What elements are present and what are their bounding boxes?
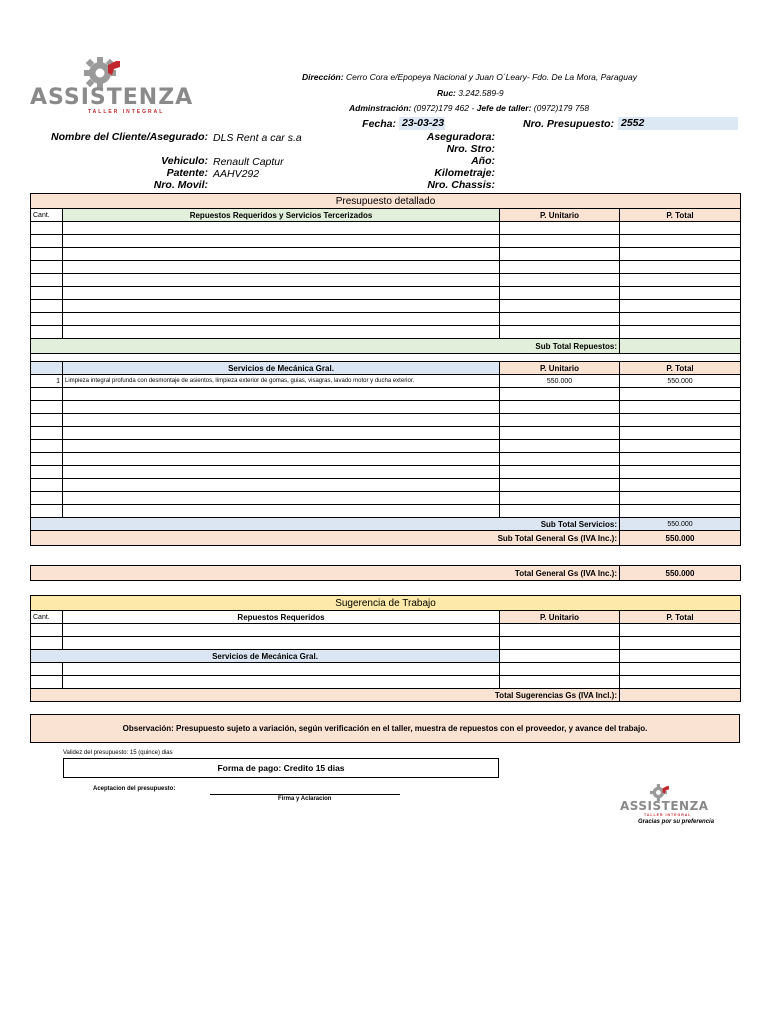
subtotal-servicios-label: Sub Total Servicios: (31, 518, 620, 531)
gear-icon (82, 55, 124, 89)
cliente-value: DLS Rent a car s.a (213, 132, 302, 144)
observacion-text: Observación: Presupuesto sujeto a variación, según verificación en el taller, muestra de repuestos con el proveedor, y avance del trabajo. (122, 724, 648, 733)
anio-label: Año: (471, 155, 495, 167)
table-row (31, 248, 741, 261)
ruc-line: Ruc: 3.242.589-9 (437, 88, 504, 98)
patente-label: Patente: (166, 167, 208, 179)
subtotal-general-value: 550.000 (620, 531, 741, 546)
footer-tagline: TALLER INTEGRAL (644, 813, 692, 817)
col-unit-2: P. Unitario (500, 362, 620, 375)
col-total: P. Total (620, 209, 741, 222)
validez-text: Validez del presupuesto: 15 (quince) dias (63, 750, 173, 756)
total-general-value: 550.000 (620, 566, 741, 581)
service-desc: Limpieza integral profunda con desmontaje de asientos, limpieza exterior de gomas, guias, visagras, lavado motor y ducha exterior. (63, 375, 500, 388)
table-row (31, 505, 741, 518)
sug-total-label: Total Sugerencias Gs (IVA Incl.): (31, 689, 620, 702)
subtotal-servicios-value: 550.000 (620, 518, 741, 531)
table-row (31, 261, 741, 274)
observacion-box (30, 714, 740, 743)
stro-label: Nro. Stro: (446, 143, 495, 155)
service-cant: 1 (31, 375, 63, 388)
subtotal-repuestos-label: Sub Total Repuestos: (31, 339, 620, 354)
table-row (31, 375, 741, 388)
table-row (31, 401, 741, 414)
forma-pago-text: Forma de pago: Credito 15 dias (217, 763, 345, 773)
firma-text: Firma y Aclaracion (278, 796, 332, 802)
footer-wordmark: ASSISTENZA (620, 799, 709, 813)
subtotal-repuestos-value (620, 339, 741, 354)
vehiculo-label: Vehiculo: (161, 155, 208, 167)
aceptacion-text: Aceptacion del presupuesto: (93, 786, 176, 792)
col-unit: P. Unitario (500, 209, 620, 222)
presupuesto-label: Nro. Presupuesto: (522, 118, 614, 130)
vehiculo-value: Renault Captur (213, 156, 284, 168)
kilometraje-label: Kilometraje: (434, 167, 495, 179)
signature-line (210, 794, 400, 795)
table-row (31, 313, 741, 326)
detallado-title: Presupuesto detallado (31, 194, 741, 209)
fecha-label: Fecha: (362, 118, 396, 130)
sugerencia-title: Sugerencia de Trabajo (31, 596, 741, 611)
forma-pago-box (63, 758, 499, 778)
total-general-table (30, 565, 741, 581)
company-logo-footer (620, 783, 720, 819)
table-row (31, 274, 741, 287)
total-general-label: Total General Gs (IVA Inc.): (31, 566, 620, 581)
sug-col-total: P. Total (620, 611, 741, 624)
table-row (31, 492, 741, 505)
company-logo (30, 55, 210, 115)
logo-tagline: TALLER INTEGRAL (88, 109, 165, 115)
table-row (31, 427, 741, 440)
table-row (31, 235, 741, 248)
col-total-2: P. Total (620, 362, 741, 375)
gracias-text: Gracias por su preferencia (638, 819, 715, 825)
patente-value: AAHV292 (213, 168, 260, 180)
col-cant: Cant. (31, 209, 63, 222)
table-row (31, 326, 741, 339)
table-row (31, 440, 741, 453)
table-row (31, 663, 741, 676)
cliente-label: Nombre del Cliente/Asegurado: (51, 131, 208, 143)
service-total: 550.000 (620, 375, 741, 388)
table-row (31, 453, 741, 466)
table-row (31, 479, 741, 492)
chassis-label: Nro. Chassis: (427, 179, 495, 191)
table-row (31, 414, 741, 427)
sug-col-unit: P. Unitario (500, 611, 620, 624)
subtotal-general-label: Sub Total General Gs (IVA Inc.): (31, 531, 620, 546)
table-row (31, 624, 741, 637)
presupuesto-value: 2552 (618, 117, 738, 130)
movil-label: Nro. Movil: (153, 179, 208, 191)
table-row (31, 287, 741, 300)
sug-col-cant: Cant. (31, 611, 63, 624)
col-servicios: Servicios de Mecánica Gral. (63, 362, 500, 375)
logo-wordmark: ASSISTENZA (30, 85, 194, 110)
aseguradora-label: Aseguradora: (426, 131, 495, 143)
sug-col-repuestos: Repuestos Requeridos (63, 611, 500, 624)
sug-col-servicios: Servicios de Mecánica Gral. (31, 650, 500, 663)
col-repuestos: Repuestos Requeridos y Servicios Tercerizados (63, 209, 500, 222)
service-unit: 550.000 (500, 375, 620, 388)
presupuesto-detallado-table (30, 193, 741, 546)
address-line: Dirección: Cerro Cora e/Epopeya Nacional y Juan O´Leary- Fdo. De La Mora, Paraguay (302, 72, 637, 82)
table-row (31, 222, 741, 235)
fecha-value: 23-03-23 (399, 117, 445, 130)
table-row (31, 637, 741, 650)
table-row (31, 300, 741, 313)
table-row (31, 676, 741, 689)
table-row (31, 388, 741, 401)
sugerencia-table (30, 595, 741, 702)
table-row (31, 466, 741, 479)
contact-line: Adminstración: (0972)179 462 - Jefe de taller: (0972)179 758 (349, 103, 590, 113)
sug-total-value (620, 689, 741, 702)
